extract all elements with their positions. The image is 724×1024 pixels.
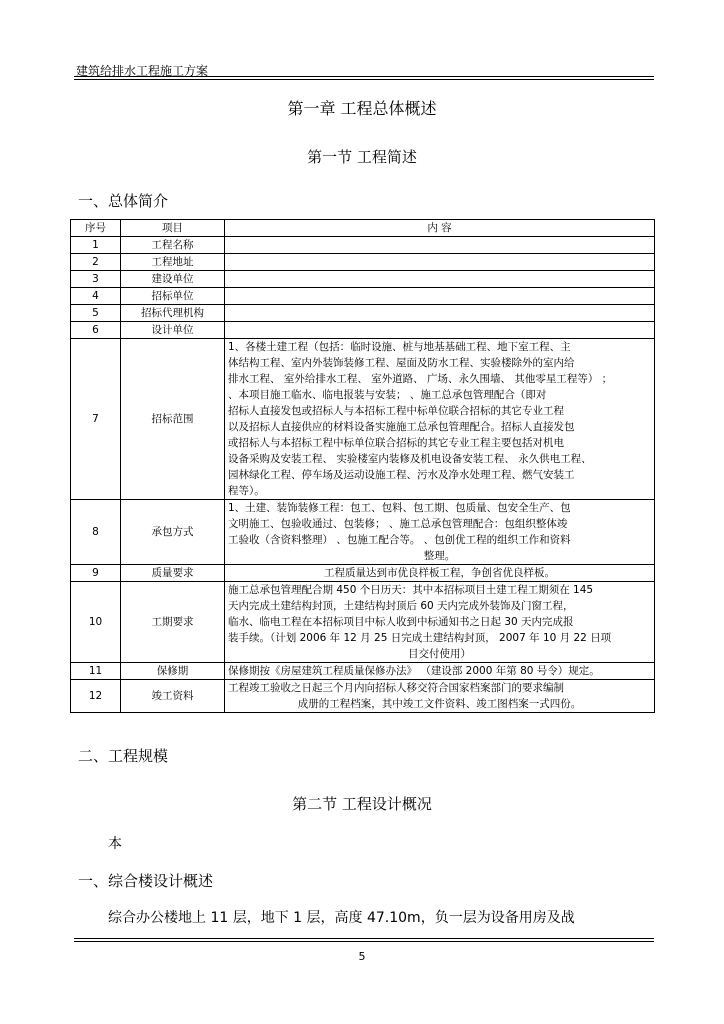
content-line: 施工总承包管理配合期 450 个日历天：其中本招标项目土建工程工期须在 145 [228, 584, 594, 596]
content-line: 临水、临电工程在本招标项目中标人收到中标通知书之日起 30 天内完成报 [228, 616, 574, 628]
content-line: 、本项目施工临水、临电报装与安装； 、施工总承包管理配合（即对 [228, 389, 547, 401]
header-content: 内 容 [225, 220, 655, 237]
row-content [225, 271, 655, 288]
row-content [225, 322, 655, 339]
running-header: 建筑给排水工程施工方案 [76, 64, 209, 78]
row-item: 工期要求 [121, 582, 225, 663]
content-line: 工验收（含资料整理） 、包施工配合等。 、包创优工程的组织工作和资料 [228, 534, 571, 546]
row-item: 质量要求 [121, 565, 225, 582]
section-title: 第一节 工程简述 [307, 148, 417, 166]
row-number: 5 [71, 305, 121, 322]
page-number: 5 [358, 950, 366, 963]
table-row [71, 339, 655, 500]
row-item: 工程地址 [121, 254, 225, 271]
table-row [71, 254, 655, 271]
row-number: 6 [71, 322, 121, 339]
content-line: 程等）。 [228, 485, 265, 497]
content-line: 1、土建、装饰装修工程：包工、包料、包工期、包质量、包安全生产、包 [228, 502, 571, 514]
row-content [225, 663, 655, 680]
content-line: 保修期按《房屋建筑工程质量保修办法》 （建设部 2000 年第 80 号令）规定。 [228, 665, 600, 677]
chapter-title: 第一章 工程总体概述 [287, 99, 437, 118]
table-row [71, 322, 655, 339]
row-content [225, 305, 655, 322]
header-divider [74, 76, 654, 77]
table-row [71, 680, 655, 713]
content-line: 装手续。（计划 2006 年 12 月 25 日完成土建结构封顶， 2007 年 10 月 22 日项 [228, 632, 612, 644]
content-line: 园林绿化工程、停车场及运动设施工程、污水及净水处理工程、燃气安装工 [228, 469, 575, 481]
body-paragraph: 综合办公楼地上 11 层，地下 1 层，高度 47.10m，负一层为设备用房及战 [108, 910, 575, 926]
stray-text: 本 [108, 836, 122, 852]
row-number: 12 [71, 680, 121, 713]
row-content [225, 680, 655, 713]
heading-design: 一、综合楼设计概述 [78, 872, 214, 890]
content-line: 1、各楼土建工程（包括：临时设施、桩与地基基础工程、地下室工程、主 [228, 341, 571, 353]
table-row [71, 663, 655, 680]
row-number: 9 [71, 565, 121, 582]
row-number: 11 [71, 663, 121, 680]
header-divider [74, 79, 654, 80]
row-content [225, 500, 655, 565]
row-content [225, 565, 655, 582]
content-line: 文明施工、包验收通过、包装修； 、施工总承包管理配合：包组织整体竣 [228, 518, 568, 530]
row-item: 承包方式 [121, 500, 225, 565]
row-item: 招标代理机构 [121, 305, 225, 322]
footer-divider [74, 941, 654, 942]
content-line: 体结构工程、室内外装饰装修工程、屋面及防水工程、实验楼除外的室内给 [228, 357, 575, 369]
row-number: 1 [71, 237, 121, 254]
content-line: 排水工程、 室外给排水工程、 室外道路、 广场、永久围墙、 其他零星工程等） ； [228, 373, 613, 385]
row-item: 保修期 [121, 663, 225, 680]
table-row [71, 271, 655, 288]
row-number: 3 [71, 271, 121, 288]
content-line: 以及招标人直接供应的材料设备实施施工总承包管理配合。招标人直接发包 [228, 421, 575, 433]
content-line: 或招标人与本招标工程中标单位联合招标的其它专业工程主要包括对机电 [228, 437, 564, 449]
row-number: 10 [71, 582, 121, 663]
table-row [71, 582, 655, 663]
table-row [71, 237, 655, 254]
content-line: 工程竣工验收之日起三个月内向招标人移交符合国家档案部门的要求编制 [228, 682, 564, 694]
content-line: 工程质量达到市优良样板工程，争创省优良样板。 [324, 567, 555, 579]
table-body [71, 237, 655, 713]
row-item: 竣工资料 [121, 680, 225, 713]
row-content [225, 254, 655, 271]
heading-overview: 一、总体简介 [78, 192, 169, 210]
section-title-2: 第二节 工程设计概况 [292, 795, 432, 813]
footer-divider [74, 938, 654, 939]
content-line: 天内完成土建结构封顶，土建结构封顶后 60 天内完成外装饰及门窗工程， [228, 600, 574, 612]
row-item: 建设单位 [121, 271, 225, 288]
content-line: 设备采购及安装工程、 实验楼室内装修及机电设备安装工程、 永久供电工程、 [228, 453, 592, 465]
summary-table [70, 219, 655, 713]
row-number: 7 [71, 339, 121, 500]
row-number: 2 [71, 254, 121, 271]
row-content [225, 237, 655, 254]
table-row [71, 305, 655, 322]
content-line: 目交付使用） [408, 648, 471, 660]
table-row [71, 565, 655, 582]
table-header-row [71, 220, 655, 237]
table-row [71, 500, 655, 565]
row-content [225, 288, 655, 305]
row-item: 设计单位 [121, 322, 225, 339]
table-row [71, 288, 655, 305]
row-content [225, 339, 655, 500]
content-line: 招标人直接发包或招标人与本招标工程中标单位联合招标的其它专业工程 [228, 405, 564, 417]
row-number: 4 [71, 288, 121, 305]
header-no: 序号 [71, 220, 121, 237]
row-content [225, 582, 655, 663]
content-line: 成册的工程档案，其中竣工文件资料、竣工图档案一式四份。 [297, 698, 582, 710]
content-line: 整理。 [423, 550, 456, 562]
row-item: 招标单位 [121, 288, 225, 305]
header-item: 项目 [121, 220, 225, 237]
row-number: 8 [71, 500, 121, 565]
row-item: 工程名称 [121, 237, 225, 254]
heading-scale: 二、工程规模 [78, 747, 169, 765]
row-item: 招标范围 [121, 339, 225, 500]
